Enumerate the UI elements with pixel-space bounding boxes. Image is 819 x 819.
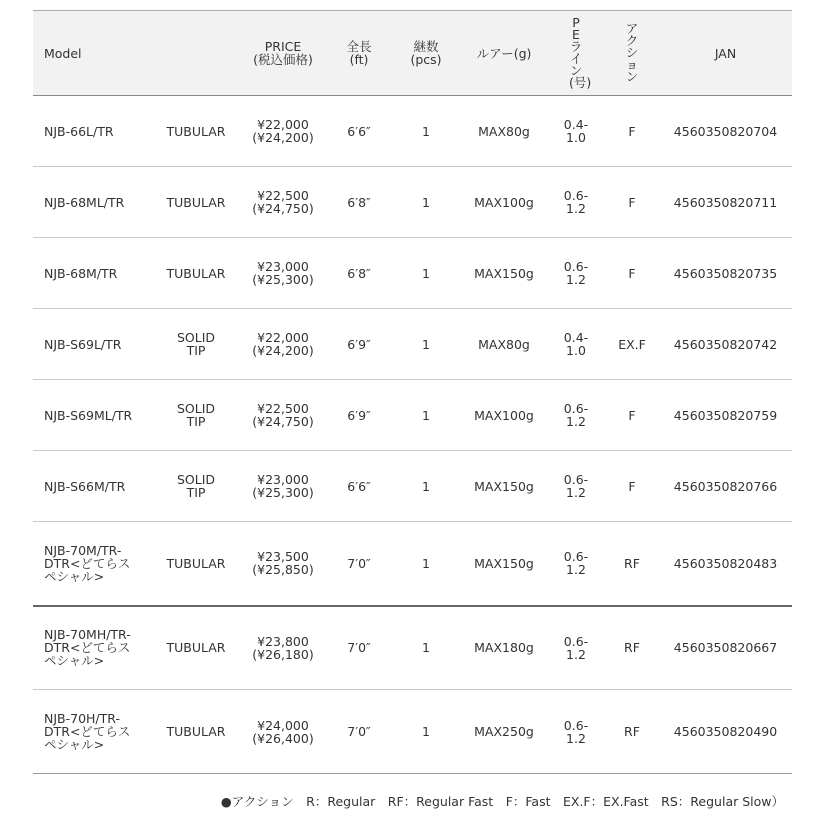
cell-pieces: 1 [422,640,430,656]
header-pieces: 継数 (pcs) [410,39,442,67]
header-length: 全長 (ft) [346,39,372,67]
cell-action: RF [624,640,640,656]
header-price: PRICE (税込価格) [253,39,313,67]
cell-type: TUBULAR [166,640,226,656]
cell-type: TUBULAR [166,555,226,571]
cell-pe: 0.4- 1.0 [563,330,589,358]
cell-action: F [628,194,636,210]
header-row [33,11,792,96]
cell-pieces: 1 [422,555,430,571]
cell-type: TUBULAR [166,123,226,139]
cell-pe: 0.6- 1.2 [563,259,589,287]
cell-lure: MAX100g [474,407,534,423]
cell-lure: MAX80g [478,123,530,139]
cell-length: 7′0″ [347,555,371,571]
cell-action: F [628,478,636,494]
cell-lure: MAX150g [474,555,534,571]
cell-pe: 0.4- 1.0 [563,117,589,145]
cell-type: SOLID TIP [176,472,216,500]
cell-jan: 4560350820735 [673,265,778,281]
table-row [33,606,792,690]
cell-pe: 0.6- 1.2 [563,633,589,662]
header-pe-line [547,11,605,96]
action-legend: ●アクション R：Regular RF：Regular Fast F：Fast EX.F：EX.Fast RS：Regular Slow） [220,794,784,809]
cell-action: EX.F [618,336,646,352]
cell-jan: 4560350820759 [673,407,778,423]
cell-action: RF [624,724,640,739]
header-action [605,11,659,96]
cell-model: NJB-66L/TR [44,123,114,139]
table-row [33,309,792,380]
cell-pe: 0.6- 1.2 [563,549,589,578]
table-row [33,96,792,167]
cell-model: NJB-68ML/TR [44,194,125,210]
cell-length: 6′6″ [347,123,371,139]
cell-lure: MAX80g [478,336,530,352]
cell-pe: 0.6- 1.2 [563,401,589,429]
table-row [33,451,792,522]
cell-type: TUBULAR [166,265,226,281]
header-lure: ルアー(g) [476,45,532,61]
cell-jan: 4560350820711 [673,194,778,210]
cell-price: ¥22,500 (¥24,750) [252,188,314,216]
cell-length: 6′9″ [347,407,371,423]
cell-length: 6′8″ [347,265,371,281]
cell-price: ¥22,000 (¥24,200) [252,330,314,358]
cell-jan: 4560350820483 [673,555,778,571]
cell-pe: 0.6- 1.2 [563,188,589,216]
cell-pieces: 1 [422,123,430,139]
cell-price: ¥23,000 (¥25,300) [252,259,314,287]
cell-pieces: 1 [422,407,430,423]
cell-model: NJB-70MH/TR- DTR<どてらス ペシャル> [44,627,131,669]
cell-lure: MAX150g [474,265,534,281]
cell-pe: 0.6- 1.2 [563,717,589,746]
cell-length: 6′9″ [347,336,371,352]
cell-lure: MAX250g [474,724,534,739]
cell-jan: 4560350820742 [673,336,778,352]
cell-price: ¥23,500 (¥25,850) [252,549,314,578]
header-action-text: アクション [625,21,639,84]
header-jan: JAN [714,45,737,61]
cell-action: F [628,265,636,281]
cell-price: ¥23,800 (¥26,180) [252,633,314,662]
cell-price: ¥22,000 (¥24,200) [252,117,314,145]
cell-price: ¥23,000 (¥25,300) [252,472,314,500]
cell-price: ¥22,500 (¥24,750) [252,401,314,429]
cell-jan: 4560350820704 [673,123,778,139]
cell-model: NJB-70H/TR- DTR<どてらス ペシャル> [44,711,131,752]
cell-jan: 4560350820490 [673,724,778,739]
cell-jan: 4560350820667 [673,640,778,656]
cell-pieces: 1 [422,478,430,494]
table-row [33,522,792,606]
table-row [33,167,792,238]
cell-model: NJB-70M/TR- DTR<どてらス ペシャル> [44,542,131,584]
cell-model: NJB-68M/TR [44,265,118,281]
cell-type: SOLID TIP [176,401,216,429]
cell-action: F [628,123,636,139]
cell-action: F [628,407,636,423]
table-row [33,238,792,309]
cell-length: 7′0″ [347,640,371,656]
cell-action: RF [624,555,640,571]
header-model: Model [44,45,82,61]
cell-pieces: 1 [422,336,430,352]
spec-table [33,10,792,774]
cell-type: TUBULAR [166,724,226,739]
cell-model: NJB-S69ML/TR [44,407,133,423]
cell-pe: 0.6- 1.2 [563,472,589,500]
table-row [33,380,792,451]
cell-lure: MAX100g [474,194,534,210]
cell-length: 7′0″ [347,724,371,739]
cell-length: 6′8″ [347,194,371,210]
cell-price: ¥24,000 (¥26,400) [252,717,314,746]
header-pe-line-text: PEライン(号) [569,15,592,90]
cell-type: TUBULAR [166,194,226,210]
header-type [153,11,239,96]
cell-pieces: 1 [422,724,430,739]
cell-model: NJB-S66M/TR [44,478,126,494]
cell-lure: MAX180g [474,640,534,656]
cell-jan: 4560350820766 [673,478,778,494]
cell-pieces: 1 [422,265,430,281]
cell-model: NJB-S69L/TR [44,336,122,352]
cell-type: SOLID TIP [176,330,216,358]
cell-pieces: 1 [422,194,430,210]
cell-length: 6′6″ [347,478,371,494]
table-row [33,690,792,774]
cell-lure: MAX150g [474,478,534,494]
